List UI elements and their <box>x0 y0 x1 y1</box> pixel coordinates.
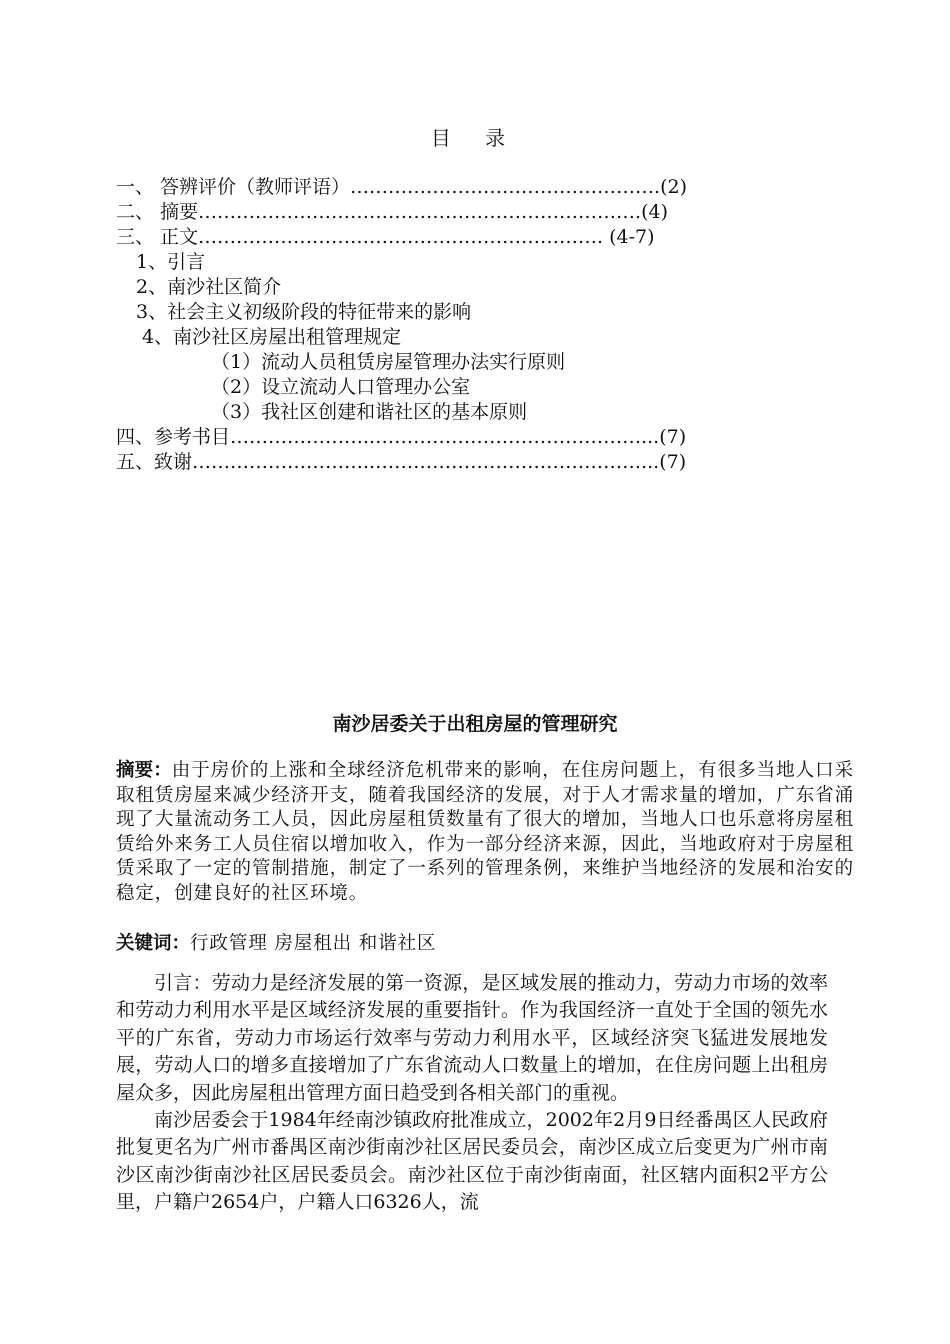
keywords-text: 行政管理 房屋租出 和谐社区 <box>190 933 437 954</box>
paragraph-introduction: 引言：劳动力是经济发展的第一资源，是区域发展的推动力，劳动力市场的效率和劳动力利用水平是区域经济发展的重要指针。作为我国经济一直处于全国的领先水平的广东省，劳动力市场运行效率与劳动力利用水平，区域经济突飞猛进发展地发展，劳动人口的增多直接增加了广东省流动人口数量上的增加，在住房问题上出租房屋众多，因此房屋租出管理方面日趋受到各相关部门的重视。 <box>116 972 828 1104</box>
toc-item-references: 四、参考书目…………………..……………………………………...(7) <box>116 426 687 448</box>
keywords-block <box>116 932 436 956</box>
toc-subitem-principles: （1）流动人员租赁房屋管理办法实行原则 <box>211 351 566 373</box>
toc-item-introduction: 1、引言 <box>136 251 206 273</box>
abstract-label: 摘要： <box>116 760 172 781</box>
keywords-label: 关键词： <box>116 933 191 954</box>
abstract-text: 由于房价的上涨和全球经济危机带来的影响，在住房问题上，有很多当地人口采取租赁房屋来减少经济开支，随着我国经济的发展，对于人才需求量的增加，广东省涌现了大量流动务工人员，因此房屋租赁数量有了很大的增加，当地人口也乐意将房屋租赁给外来务工人员住宿以增加收入，作为一部分经济来源，因此，当地政府对于房屋租赁采取了一定的管制措施，制定了一系列的管理条例，来维护当地经济的发展和治安的稳定，创建良好的社区环境。 <box>116 760 854 904</box>
toc-item-acknowledgements: 五、致谢………………………..……………………………………...(7) <box>116 451 687 473</box>
toc-item-abstract: 二、 摘要…………………………………………………………….(4) <box>116 201 668 223</box>
toc-subitem-harmony: （3）我社区创建和谐社区的基本原则 <box>211 401 528 423</box>
toc-subitem-office: （2）设立流动人口管理办公室 <box>211 376 471 398</box>
paragraph-community: 南沙居委会于1984年经南沙镇政府批准成立，2002年2月9日经番禺区人民政府批复更名为广州市番禺区南沙街南沙社区居民委员会，南沙区成立后变更为广州市南沙区南沙街南沙社区居民委员会。南沙社区位于南沙街南面，社区辖内面积2平方公里，户籍户2654户，户籍人口6326人，流 <box>116 1109 828 1214</box>
body-text <box>116 970 828 1217</box>
toc-item-community-intro: 2、南沙社区简介 <box>136 276 282 298</box>
toc-item-rental-rules: 4、南沙社区房屋出租管理规定 <box>142 326 402 348</box>
toc-title: 目 录 <box>430 126 520 150</box>
paper-title: 南沙居委关于出租房屋的管理研究 <box>332 713 618 735</box>
toc-item-socialism-impact: 3、社会主义初级阶段的特征带来的影响 <box>136 301 472 323</box>
abstract-block <box>116 759 854 906</box>
toc-item-evaluation: 一、 答辨评价（教师评语）………………………………………….(2) <box>116 176 687 198</box>
toc-item-body: 三、 正文………………………………………………………. (4-7) <box>116 226 655 248</box>
